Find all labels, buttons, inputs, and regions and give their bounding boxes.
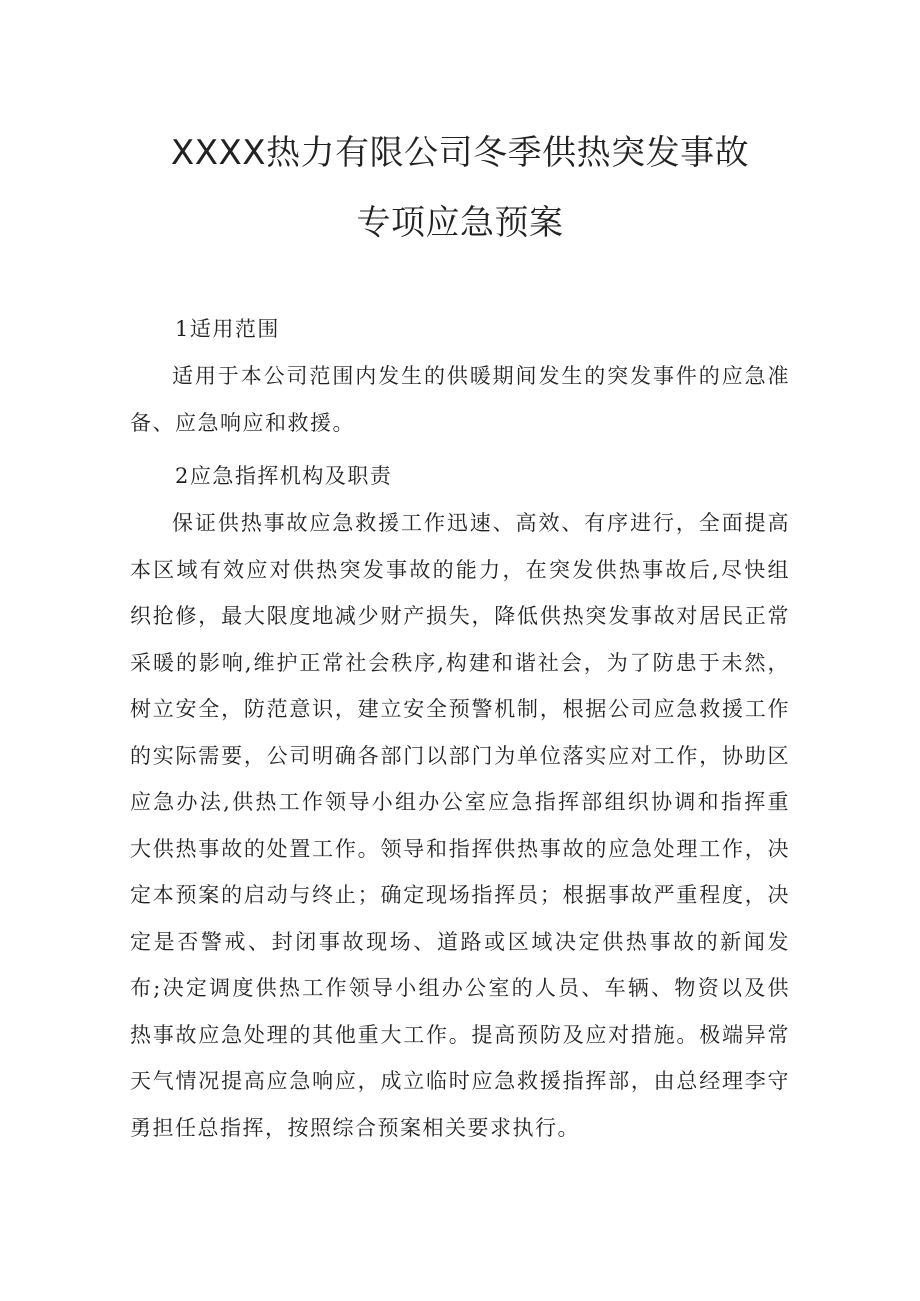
document-title-line1: XXXX热力有限公司冬季供热突发事故 <box>170 133 750 173</box>
section-heading-scope: 1适用范围 <box>175 317 280 341</box>
paragraph-command: 保证供热事故应急救援工作迅速、高效、有序进行，全面提高本区域有效应对供热突发事故的能力，在突发供热事故后,尽快组织抢修，最大限度地减少财产损失，降低供热突发事故对居民正常采暖的影响,维护正常社会秩序,构建和谐社会，为了防患于未然，树立安全，防范意识，建立安全预警机制，根据公司应急救援工作的实际需要，公司明确各部门以部门为单位落实应对工作，协助区应急办法,供热工作领导小组办公室应急指挥部组织协调和指挥重大供热事故的处置工作。领导和指挥供热事故的应急处理工作，决定本预案的启动与终止；确定现场指挥员；根据事故严重程度，决定是否警戒、封闭事故现场、道路或区域决定供热事故的新闻发布;决定调度供热工作领导小组办公室的人员、车辆、物资以及供热事故应急处理的其他重大工作。提高预防及应对措施。极端异常天气情况提高应急响应，成立临时应急救援指挥部，由总经理李守勇担任总指挥，按照综合预案相关要求执行。 <box>130 511 790 1140</box>
document-title-line2: 专项应急预案 <box>356 203 564 243</box>
paragraph-scope: 适用于本公司范围内发生的供暖期间发生的突发事件的应急准备、应急响应和救援。 <box>130 364 790 435</box>
section-body-scope <box>130 353 790 446</box>
section-heading-command: 2应急指挥机构及职责 <box>175 464 393 488</box>
section-body-command <box>130 500 790 1151</box>
